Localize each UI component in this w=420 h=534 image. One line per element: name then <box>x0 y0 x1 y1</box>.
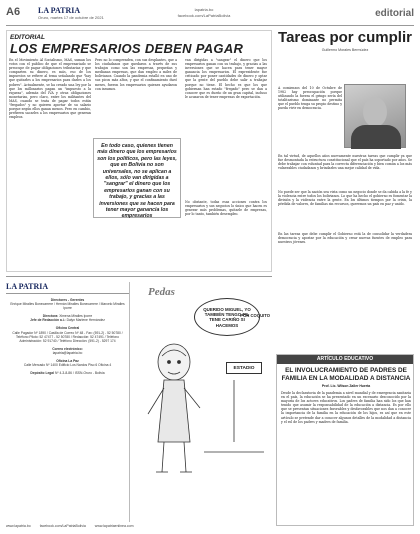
opinion-paragraph-3: No puede ser que la nación sea vista como un negocio donde se da cabida a la fe y la violencia entre todos los bolivianos. Lo que ha hecho el gobierno es fomentar la división y la violencia entre la gente. En los últimos tiempos por la crisis, la pérdida de valores, de familias sin recursos, queremos un país en paz y unido. <box>278 190 412 207</box>
director-name: Ximena Miralles Iporre <box>59 314 93 319</box>
dateline: Oruro, martes 17 de octubre de 2021 <box>38 15 104 20</box>
cartoon <box>134 282 272 492</box>
cartoon-drawing <box>134 322 272 492</box>
editorial-column-3: van dirigidas a "sangrar" el dinero que los empresarios ganan con su trabajo, y gracias a las inversiones que se hacen para tener mayor ganancia los empresarios. El expresidente fue criticado por poner cantidades de dinero y optar que la gente del pueblo debe salir a trabajar porque no tiene. El hecho es que los que gobiernan han estado "fregado" pero se dan a conocer que es dueño de un gran capital, incluso le acusaron de tener empresas de exportación. <box>185 58 267 99</box>
central-office-block <box>6 326 129 342</box>
newspaper-logo: LA PATRIA <box>38 6 81 15</box>
email-label: Correo electrónico: <box>52 346 83 351</box>
footer-link[interactable]: www.lapatriaenlinea.com <box>94 524 134 528</box>
stadium-sign: ESTADIO <box>226 362 262 374</box>
editorial-pull-quote: En todo caso, quienes tienen más dinero que los empresarios son los políticos, pero las leyes, que en Bolivia no son universales, no se aplican a ellos, sólo van dirigidas a "sangrar" el dinero que los empresarios ganan con su trabajo, y gracias a las inversiones que se hacen para tener mayor ganancia los empresarios <box>93 138 181 218</box>
footer-link[interactable]: www.lapatria.bo <box>6 524 31 528</box>
email-link[interactable]: lapatria@lapatria.bo <box>52 350 83 355</box>
editorial-column-2: Pero no lo comprenden, con sus desplantes, que a los ciudadanos que quedaron a través de sus trabajos como son las empresas, pequeñas y medianas empresas, que dan empleo a miles de bolivianos. Cuando la pandemia estalló en uno de sus picos más altos, y que el confinamiento duró meses, fueron los empresarios quienes ayudaron con insumos. <box>95 58 177 91</box>
section-name: editorial <box>375 8 414 19</box>
article-author: Prof. Lic. Wilson Zaller Huerta <box>321 384 371 388</box>
opinion-header <box>276 30 414 52</box>
director-block <box>6 314 129 322</box>
deposit-block <box>6 371 129 375</box>
opinion-paragraph-1: A comienzos del 10 de Octubre de 1982 hay preocupación porque utilizando la fuerza el gringo sería del totalitarismo dominante no permita que el pueblo tenga su propio destino y pueda vivir en democracia. <box>278 86 342 111</box>
educational-article <box>276 354 414 526</box>
section-divider <box>6 276 272 277</box>
editorial-column-1: En el Movimiento Al Socialismo, MAS, suman los votos con el publico de que el empresariado se preocupe de pagar obligaciones tributarias y que comparten su dinero, es más, eso de los impuestos se refiere al tema señalando que "hay que quitarles a los empresarios para darles a los pobres". Actualmente, se ha creado una ley por la que los millonarios pagan un "impuesto a la riqueza", además del IVA y otras obligaciones monetarias, pero claro, entre los militantes del MAS, cuando se trata de pagar todos están "fregados" y no quieren aportar de su salario porque según ellos ganan menos. Pero en cambio, prefieren sacarles a los empresarios que generan empleos. <box>9 58 91 120</box>
lapaz-office-block <box>6 359 129 367</box>
page-header <box>6 6 414 24</box>
speech-bubble: QUERIDO MIGUEL, YO TAMBIÉN TENGO FE, TENE CARIÑO SI HACEMOS <box>194 298 260 336</box>
chief-label: Jefe de Redacción a.i.: <box>30 318 66 323</box>
opinion-title: Tareas por cumplir <box>278 29 412 46</box>
central-office-label: Oficina Central <box>55 326 80 331</box>
masthead-logo: LA PATRIA <box>6 282 129 294</box>
opinion-paragraph-4: En las tareas que debe cumplir el Gobierno está la de consolidar la verdadera democracia y apostar por la educación y crear nuevas fuentes de empleo para nuestros jóvenes. <box>278 232 412 245</box>
directors-label: Directores - Gerentes <box>50 298 85 302</box>
page-footer <box>6 524 414 528</box>
masthead <box>6 282 130 522</box>
article-title: EL INVOLUCRAMIENTO DE PADRES DE FAMILIA EN LA MODALIDAD A DISTANCIA <box>281 367 411 382</box>
opinion-paragraph-2: En tal virtud, de aquellos años nuevamente nuestras tareas que cumplir ya que fue desmontada la estructura constitucional que el país ha soportado por años. Se debe trabajar con voluntad para la correcta diferenciación y bien común a los más vulnerables ciudadanos y brindarles una mejor calidad de vida. <box>278 154 412 171</box>
article-tag: ARTÍCULO EDUCATIVO <box>277 355 413 364</box>
article-body: Desde la declaratoria de la pandemia a nivel mundial y de emergencia sanitaria en el país, la educación se ha presentado en un escenario desconocido por la mayoría de los actores educativos. Los padres de familia han sido los que han tenido que asumir la responsabilidad de la educación a distancia. Es por ello que se presentan situaciones favorables y desfavorables que nos dan a conocer la importancia de la familia en la educación de los hijos, es así que en este artículo se pretende dar a conocer algunos detalles de la modalidad a distancia y el rol de los padres y madres de familia. <box>281 391 411 424</box>
editorial-column-3-cont: No obstante, todas esas acciones contra los empresarios y sus negocios lo único que hacen es generar más problemas, quitarle de empresas, por lo tanto, también desempleo. <box>185 200 267 217</box>
page-number: A6 <box>6 6 21 18</box>
editorial-title: LOS EMPRESARIOS DEBEN PAGAR <box>10 41 244 56</box>
central-office-info: Calle Pagador Nº 1890 / Casilla de Correo Nº 48 - Fax: (591-2) - 52 50780 / Teléfono Piloto: 52 47477 - 52 50780 / Redacción: 52 47491 / Teléfono Administración: 52 91740 / Teléfono Dirección: (591-2) - 5297 174 <box>12 330 123 343</box>
facebook-link[interactable]: facebook.com/LaPatriaBolivia <box>177 13 231 18</box>
cartoon-signature: Pedas <box>148 286 175 298</box>
author-photo <box>344 84 406 148</box>
directors-names: Enrique Miralles Bonecarrere / Hernán Miralles Bonecarrere / Marcelo Miralles Iporre <box>10 302 125 311</box>
author-face <box>363 97 387 127</box>
lapaz-office-info: Calle Mercado Nº 1400 Edificio Los Nardos Piso 6 Oficina 4 <box>23 363 112 368</box>
directors-block <box>6 298 129 310</box>
lapaz-office-label: Oficina La Paz <box>56 359 79 364</box>
deposit-label: Depósito Legal <box>30 371 55 376</box>
deposit-info: Nº 4-3-8-86 / ISSN-Oruro - Bolivia <box>54 371 105 376</box>
author-body <box>351 125 401 149</box>
cartoon-credit: POR COQUITO <box>240 313 270 318</box>
opinion-author: Guillermo Morales Bermúdez <box>321 48 369 52</box>
footer-link[interactable]: facebook.com/LaPatriaBolivia <box>39 524 86 528</box>
website-link[interactable]: lapatria.bo <box>194 7 214 12</box>
email-block <box>6 347 129 355</box>
director-label: Directora: <box>42 314 59 319</box>
editorial-tag: EDITORIAL <box>10 34 45 41</box>
header-divider <box>6 25 414 26</box>
chief-name: Dalyn Marlene Hernández <box>66 318 105 323</box>
